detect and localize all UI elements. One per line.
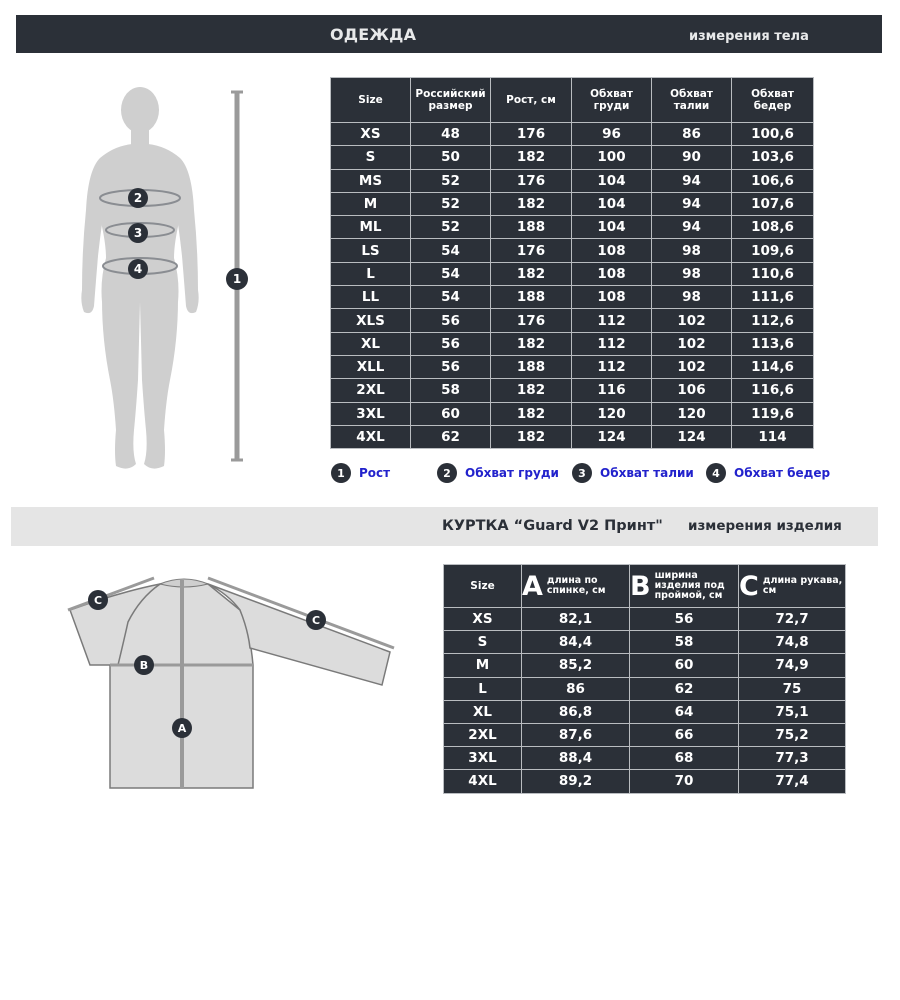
table-cell: 188 xyxy=(491,286,572,309)
table-row xyxy=(444,770,846,793)
table-cell: 77,3 xyxy=(739,747,846,770)
table-cell: 176 xyxy=(491,239,572,262)
table-cell: 56 xyxy=(411,309,491,332)
table-row xyxy=(444,608,846,631)
table-cell: XS xyxy=(444,608,522,631)
header-russian-size: Российский размер xyxy=(411,78,491,123)
header-chest: Обхват груди xyxy=(572,78,652,123)
table-cell: 124 xyxy=(652,425,732,448)
table-cell: 87,6 xyxy=(522,723,630,746)
table-cell: 109,6 xyxy=(732,239,814,262)
marker-c-left xyxy=(88,590,108,610)
table-cell: 60 xyxy=(630,654,739,677)
table-cell: 98 xyxy=(652,239,732,262)
body-table-header-row xyxy=(331,78,814,123)
table-cell: 111,6 xyxy=(732,286,814,309)
table-row xyxy=(331,123,814,146)
table-cell: 94 xyxy=(652,169,732,192)
table-cell: 84,4 xyxy=(522,631,630,654)
table-row xyxy=(331,355,814,378)
table-cell: 77,4 xyxy=(739,770,846,793)
column-label-a: длина по спинке, см xyxy=(546,575,606,596)
legend-item-hips xyxy=(706,463,830,483)
table-cell: 112,6 xyxy=(732,309,814,332)
clothing-subtitle: измерения тела xyxy=(689,29,809,44)
table-cell: 112 xyxy=(572,332,652,355)
table-cell: 89,2 xyxy=(522,770,630,793)
table-cell: 182 xyxy=(491,332,572,355)
table-cell: 188 xyxy=(491,355,572,378)
marker-c-right xyxy=(306,610,326,630)
table-cell: 120 xyxy=(572,402,652,425)
svg-text:C: C xyxy=(93,594,103,607)
legend-label: Обхват талии xyxy=(600,466,694,480)
table-cell: 88,4 xyxy=(522,747,630,770)
column-letter-a: A xyxy=(522,570,543,602)
legend-label: Обхват груди xyxy=(465,466,559,480)
table-cell: 85,2 xyxy=(522,654,630,677)
table-cell: 68 xyxy=(630,747,739,770)
header-col-b xyxy=(630,565,739,608)
header-col-c xyxy=(739,565,846,608)
table-cell: 56 xyxy=(411,355,491,378)
table-cell: 108 xyxy=(572,286,652,309)
table-cell: S xyxy=(331,146,411,169)
legend-label: Обхват бедер xyxy=(734,466,831,480)
table-cell: 100,6 xyxy=(732,123,814,146)
table-cell: 96 xyxy=(572,123,652,146)
column-letter-b: B xyxy=(630,570,651,602)
table-cell: 72,7 xyxy=(739,608,846,631)
table-cell: 2XL xyxy=(444,723,522,746)
table-cell: 48 xyxy=(411,123,491,146)
table-cell: XLS xyxy=(331,309,411,332)
table-row xyxy=(331,169,814,192)
jacket-size-table xyxy=(443,564,846,794)
table-row xyxy=(444,747,846,770)
table-row xyxy=(444,723,846,746)
jacket-title: КУРТКА “Guard V2 Принт" xyxy=(442,518,663,534)
table-row xyxy=(331,239,814,262)
table-cell: 188 xyxy=(491,216,572,239)
table-cell: 94 xyxy=(652,192,732,215)
table-cell: 52 xyxy=(411,169,491,192)
table-cell: 182 xyxy=(491,402,572,425)
svg-text:2: 2 xyxy=(133,191,143,205)
table-cell: 102 xyxy=(652,309,732,332)
svg-text:1: 1 xyxy=(232,272,242,286)
table-cell: 182 xyxy=(491,379,572,402)
marker-3 xyxy=(128,223,148,243)
table-cell: M xyxy=(444,654,522,677)
table-row xyxy=(331,332,814,355)
table-cell: 176 xyxy=(491,169,572,192)
table-cell: 4XL xyxy=(331,425,411,448)
table-cell: 75,2 xyxy=(739,723,846,746)
table-cell: S xyxy=(444,631,522,654)
svg-text:A: A xyxy=(177,722,187,735)
column-label-b: ширина изделия под проймой, см xyxy=(654,570,725,601)
marker-b xyxy=(134,655,154,675)
header-size: Size xyxy=(331,78,411,123)
table-cell: L xyxy=(331,262,411,285)
table-cell: 114,6 xyxy=(732,355,814,378)
table-cell: 107,6 xyxy=(732,192,814,215)
table-cell: 98 xyxy=(652,262,732,285)
table-cell: XLL xyxy=(331,355,411,378)
table-cell: 116 xyxy=(572,379,652,402)
table-row xyxy=(331,402,814,425)
table-cell: 52 xyxy=(411,192,491,215)
table-cell: 182 xyxy=(491,425,572,448)
table-cell: 108 xyxy=(572,239,652,262)
table-cell: 106 xyxy=(652,379,732,402)
legend-label: Рост xyxy=(359,466,391,480)
table-cell: 86,8 xyxy=(522,700,630,723)
jacket-subtitle: измерения изделия xyxy=(688,518,842,534)
header-waist: Обхват талии xyxy=(652,78,732,123)
table-cell: 54 xyxy=(411,286,491,309)
legend-badge: 4 xyxy=(706,463,726,483)
body-size-table xyxy=(330,77,814,449)
table-cell: XL xyxy=(444,700,522,723)
header-hips: Обхват бедер xyxy=(732,78,814,123)
table-cell: 176 xyxy=(491,309,572,332)
table-cell: 182 xyxy=(491,262,572,285)
legend-badge: 1 xyxy=(331,463,351,483)
column-letter-c: C xyxy=(739,570,759,602)
table-cell: 58 xyxy=(630,631,739,654)
table-cell: 75 xyxy=(739,677,846,700)
table-cell: 113,6 xyxy=(732,332,814,355)
clothing-title: ОДЕЖДА xyxy=(330,25,417,44)
table-cell: LS xyxy=(331,239,411,262)
header-col-a xyxy=(522,565,630,608)
body-leg-right xyxy=(140,300,178,469)
table-row xyxy=(444,631,846,654)
body-head xyxy=(121,87,159,133)
jacket-figure xyxy=(60,570,405,795)
table-row xyxy=(444,677,846,700)
table-cell: 100 xyxy=(572,146,652,169)
table-cell: 102 xyxy=(652,332,732,355)
table-cell: 66 xyxy=(630,723,739,746)
table-cell: 3XL xyxy=(331,402,411,425)
table-cell: 98 xyxy=(652,286,732,309)
table-cell: MS xyxy=(331,169,411,192)
table-row xyxy=(331,146,814,169)
svg-text:B: B xyxy=(139,659,149,672)
table-cell: M xyxy=(331,192,411,215)
table-cell: 108,6 xyxy=(732,216,814,239)
marker-2 xyxy=(128,188,148,208)
header-size: Size xyxy=(444,565,522,608)
table-cell: 52 xyxy=(411,216,491,239)
table-row xyxy=(331,425,814,448)
table-cell: L xyxy=(444,677,522,700)
legend-badge: 3 xyxy=(572,463,592,483)
table-row xyxy=(331,379,814,402)
legend-item-chest xyxy=(437,463,559,483)
table-row xyxy=(331,192,814,215)
table-cell: 110,6 xyxy=(732,262,814,285)
svg-text:3: 3 xyxy=(133,226,143,240)
table-cell: 62 xyxy=(630,677,739,700)
table-cell: 104 xyxy=(572,216,652,239)
table-cell: XS xyxy=(331,123,411,146)
table-row xyxy=(331,262,814,285)
table-cell: 2XL xyxy=(331,379,411,402)
table-cell: 86 xyxy=(522,677,630,700)
table-cell: 74,9 xyxy=(739,654,846,677)
table-cell: 3XL xyxy=(444,747,522,770)
table-cell: 58 xyxy=(411,379,491,402)
table-cell: 56 xyxy=(630,608,739,631)
table-cell: 108 xyxy=(572,262,652,285)
table-cell: 182 xyxy=(491,192,572,215)
svg-text:C: C xyxy=(311,614,321,627)
table-cell: 56 xyxy=(411,332,491,355)
svg-text:4: 4 xyxy=(133,262,143,276)
table-cell: 86 xyxy=(652,123,732,146)
table-row xyxy=(444,700,846,723)
marker-1 xyxy=(226,268,248,290)
table-cell: 62 xyxy=(411,425,491,448)
table-cell: 116,6 xyxy=(732,379,814,402)
table-cell: 54 xyxy=(411,262,491,285)
table-cell: 120 xyxy=(652,402,732,425)
table-cell: 4XL xyxy=(444,770,522,793)
table-cell: 102 xyxy=(652,355,732,378)
table-cell: LL xyxy=(331,286,411,309)
table-cell: 75,1 xyxy=(739,700,846,723)
table-cell: 74,8 xyxy=(739,631,846,654)
table-cell: 104 xyxy=(572,169,652,192)
table-cell: 64 xyxy=(630,700,739,723)
marker-4 xyxy=(128,259,148,279)
table-row xyxy=(331,216,814,239)
legend-badge: 2 xyxy=(437,463,457,483)
table-cell: 90 xyxy=(652,146,732,169)
table-cell: 103,6 xyxy=(732,146,814,169)
jacket-table-header-row xyxy=(444,565,846,608)
table-cell: 106,6 xyxy=(732,169,814,192)
table-cell: ML xyxy=(331,216,411,239)
column-label-c: длина рукава, см xyxy=(762,575,843,596)
marker-a xyxy=(172,718,192,738)
table-cell: 119,6 xyxy=(732,402,814,425)
table-cell: 60 xyxy=(411,402,491,425)
table-cell: 50 xyxy=(411,146,491,169)
body-leg-left xyxy=(102,300,140,469)
table-cell: 176 xyxy=(491,123,572,146)
table-cell: 70 xyxy=(630,770,739,793)
legend-item-waist xyxy=(572,463,694,483)
table-cell: 104 xyxy=(572,192,652,215)
table-cell: 112 xyxy=(572,309,652,332)
jacket-header xyxy=(11,507,878,546)
table-cell: 112 xyxy=(572,355,652,378)
body-figure xyxy=(70,80,260,475)
table-cell: 82,1 xyxy=(522,608,630,631)
table-cell: 94 xyxy=(652,216,732,239)
table-row xyxy=(444,654,846,677)
legend-item-height xyxy=(331,463,390,483)
clothing-header xyxy=(16,15,882,53)
table-row xyxy=(331,309,814,332)
table-row xyxy=(331,286,814,309)
table-cell: 114 xyxy=(732,425,814,448)
table-cell: 54 xyxy=(411,239,491,262)
table-cell: XL xyxy=(331,332,411,355)
table-cell: 182 xyxy=(491,146,572,169)
header-height: Рост, см xyxy=(491,78,572,123)
table-cell: 124 xyxy=(572,425,652,448)
